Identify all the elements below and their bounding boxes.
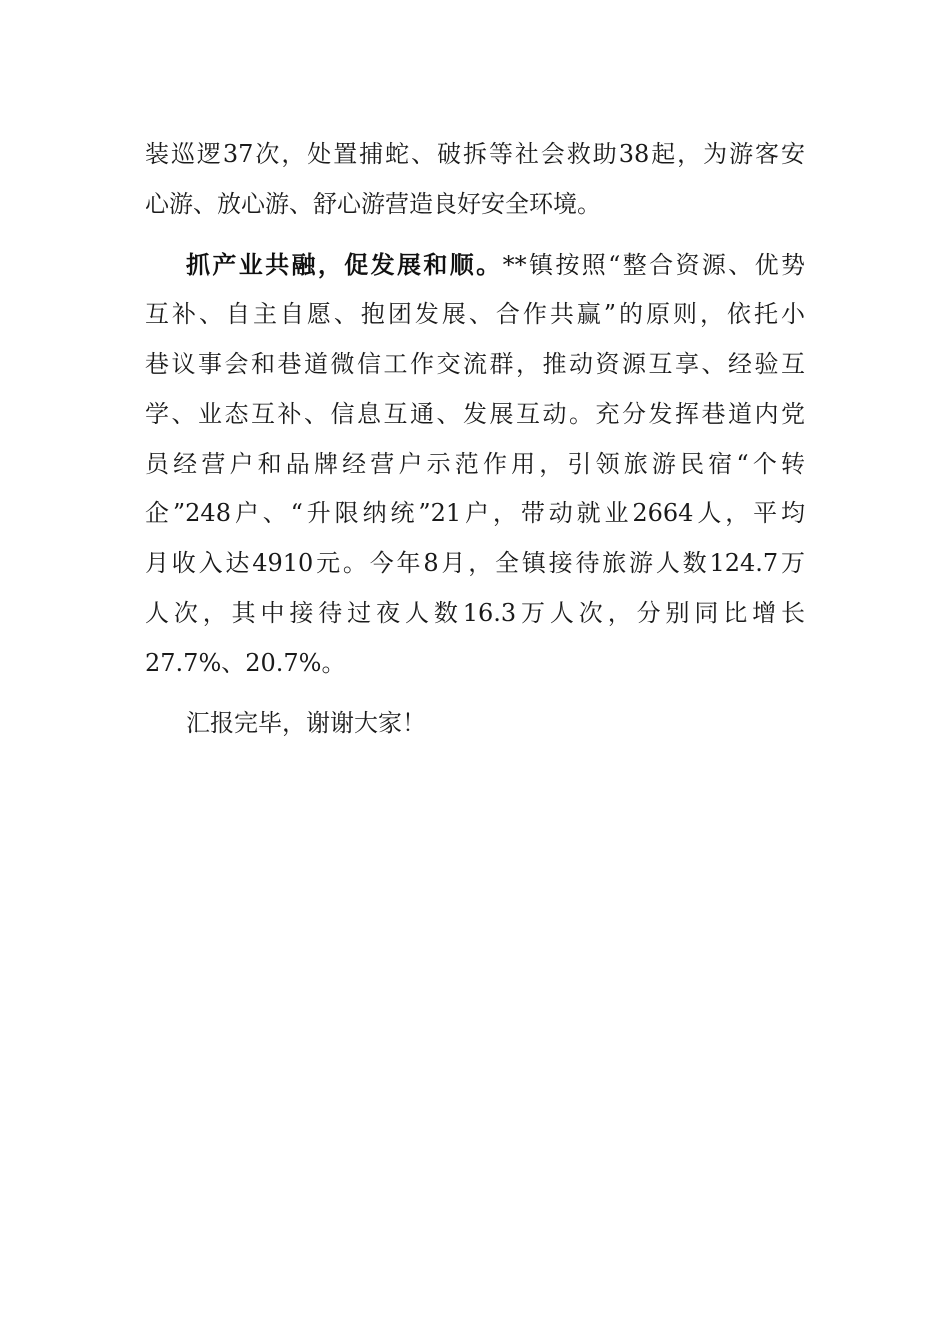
paragraph-line: 企”248户、“升限纳统”21户，带动就业2664人，平均	[145, 499, 805, 527]
paragraph-lead-text: **镇按照“整合资源、优势	[502, 251, 805, 279]
paragraph-line: 互补、自主自愿、抱团发展、合作共赢”的原则，依托小	[145, 300, 805, 328]
paragraph-heading: 抓产业共融，促发展和顺。	[186, 250, 503, 279]
paragraph-line: 员经营户和品牌经营户示范作用，引领旅游民宿“个转	[145, 450, 805, 478]
paragraph-line: 装巡逻37次，处置捕蛇、破拆等社会救助38起，为游客安	[145, 140, 805, 168]
paragraph-line: 学、业态互补、信息互通、发展互动。充分发挥巷道内党	[145, 400, 805, 428]
paragraph-line: 心游、放心游、舒心游营造良好安全环境。	[145, 190, 601, 218]
paragraph-line: 人次，其中接待过夜人数16.3万人次，分别同比增长	[145, 599, 805, 627]
closing-text: 汇报完毕，谢谢大家！	[186, 709, 426, 737]
paragraph-first-line	[186, 245, 805, 285]
paragraph-line: 巷议事会和巷道微信工作交流群，推动资源互享、经验互	[145, 350, 805, 378]
paragraph-line: 月收入达4910元。今年8月，全镇接待旅游人数124.7万	[145, 549, 805, 577]
paragraph-line: 27.7%、20.7%。	[145, 649, 346, 677]
